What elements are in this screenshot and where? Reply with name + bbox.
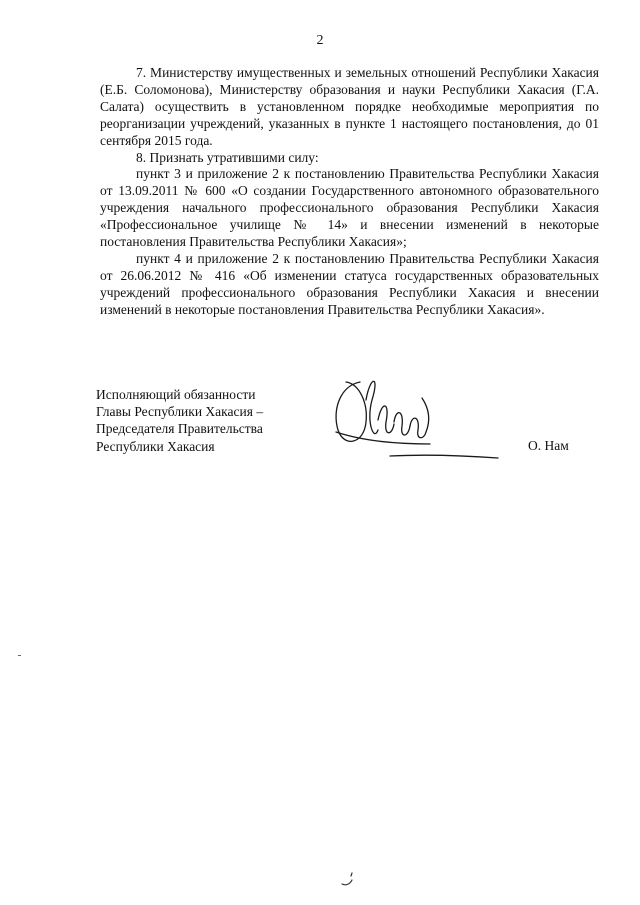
page-number: 2 — [316, 33, 324, 48]
handwritten-signature — [330, 370, 505, 465]
signer-name: О. Нам — [528, 438, 569, 453]
paragraph-repeal-clause-2: пункт 4 и приложение 2 к постановлению Правительства Республики Хакасия от 26.06.2012 № 416 «Об изменении статуса государственных образовательных учреждений профессионального образования Республики Хакасия и внесении изменений в некоторые постановления Правительства Республики Хакасия». — [100, 250, 599, 317]
paragraph-repeal-clause-1: пункт 3 и приложение 2 к постановлению Правительства Республики Хакасия от 13.09.2011 № 600 «О создании Государственного автономного образовательного учреждения начального профессионального образования Республики Хакасия «Профессиональное училище № 14» и внесении изменений в некоторые постановления Правительства Республики Хакасия»; — [100, 166, 599, 250]
document-body — [100, 65, 599, 319]
paragraph-item-8-heading: 8. Признать утратившими силу: — [136, 149, 319, 165]
margin-dot — [18, 655, 21, 656]
paragraph-item-7: 7. Министерству имущественных и земельных отношений Республики Хакасия (Е.Б. Соломонова), Министерству образования и науки Республики Хакасия (Г.А. Салата) осуществить в установленном порядке необходимые мероприятия по реорганизации учреждений, указанных в пункте 1 настоящего постановления, до 01 сентября 2015 года. — [100, 65, 599, 148]
signature-title-block — [96, 386, 263, 455]
signature-title-line: Главы Республики Хакасия – — [96, 404, 264, 420]
signature-title-line: Республики Хакасия — [96, 438, 215, 454]
signature-title-line: Исполняющий обязанности — [96, 387, 256, 402]
signature-title-line: Председателя Правительства — [96, 421, 263, 437]
stamp-mark — [338, 870, 358, 890]
